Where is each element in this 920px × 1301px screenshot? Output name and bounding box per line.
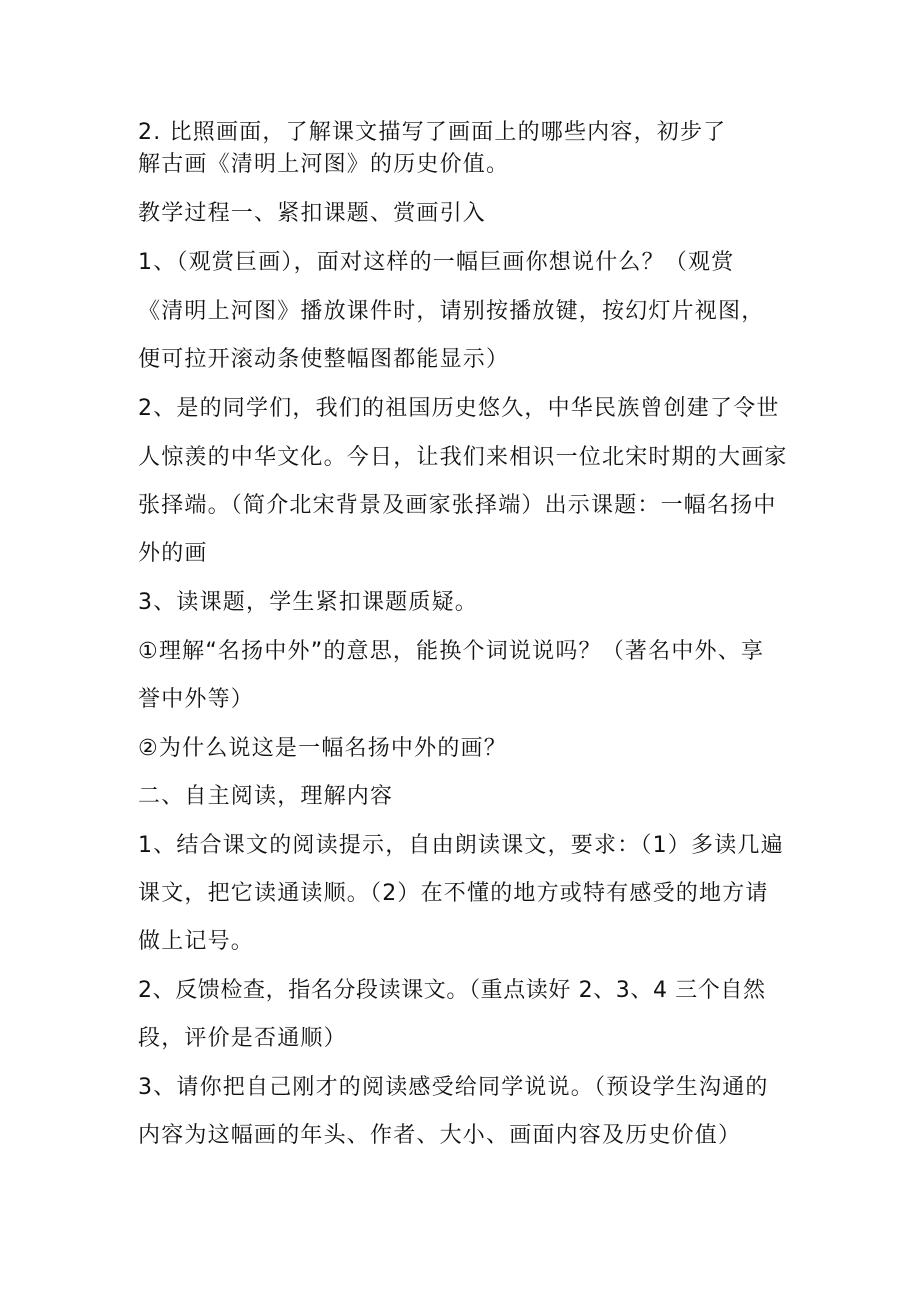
text-line: ①理解“名扬中外”的意思，能换个词说说吗？（著名中外、享 bbox=[138, 639, 765, 664]
text-line: 誉中外等） bbox=[138, 687, 255, 712]
text-line: 教学过程一、紧扣课题、赏画引入 bbox=[138, 201, 487, 226]
text-line: 2、是的同学们，我们的祖国历史悠久，中华民族曾创建了令世 bbox=[138, 396, 780, 421]
text-line: 3、请你把自己刚才的阅读感受给同学说说。（预设学生沟通的 bbox=[138, 1075, 769, 1100]
text-line: 《清明上河图》播放课件时，请别按播放键，按幻灯片视图， bbox=[138, 299, 765, 324]
text-line: 1、（观赏巨画），面对这样的一幅巨画你想说什么？（观赏 bbox=[138, 250, 735, 275]
text-line: 人惊羡的中华文化。今日，让我们来相识一位北宋时期的大画家 bbox=[138, 445, 788, 470]
text-line: 便可拉开滚动条使整幅图都能显示） bbox=[138, 347, 510, 372]
text-line: 解古画《清明上河图》的历史价值。 bbox=[138, 152, 510, 177]
text-line: 外的画 bbox=[138, 541, 208, 566]
text-line: 3、读课题，学生紧扣课题质疑。 bbox=[138, 590, 478, 615]
text-line: 二、自主阅读，理解内容 bbox=[138, 784, 394, 809]
text-line: ②为什么说这是一幅名扬中外的画？ bbox=[138, 736, 507, 761]
text-line: 2. 比照画面，了解课文描写了画面上的哪些内容，初步了 bbox=[138, 120, 727, 145]
text-line: 张择端。（简介北宋背景及画家张择端）出示课题：一幅名扬中 bbox=[138, 493, 777, 518]
text-line: 2、反馈检查，指名分段读课文。（重点读好 2、3、4 三个自然 bbox=[138, 978, 766, 1003]
text-line: 课文，把它读通读顺。（2）在不懂的地方或特有感受的地方请 bbox=[138, 881, 769, 906]
text-line: 内容为这幅画的年头、作者、大小、画面内容及历史价值） bbox=[138, 1123, 742, 1148]
text-line: 1、结合课文的阅读提示，自由朗读课文，要求：（1）多读几遍 bbox=[138, 833, 784, 858]
text-line: 段，评价是否通顺） bbox=[138, 1026, 347, 1051]
text-line: 做上记号。 bbox=[138, 929, 255, 954]
